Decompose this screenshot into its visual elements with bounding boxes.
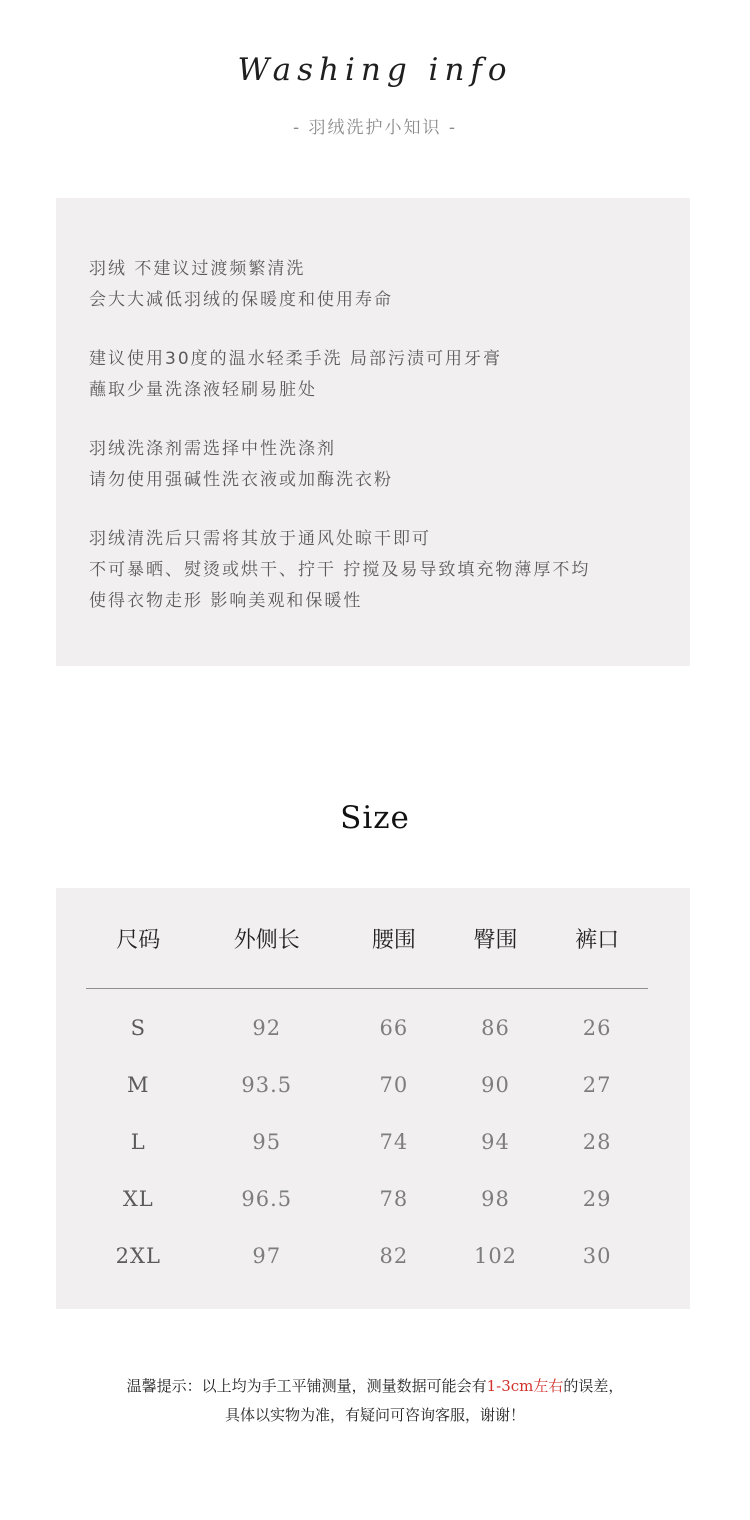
care-instructions-panel bbox=[56, 198, 690, 666]
cell-hip: 86 bbox=[481, 1015, 510, 1040]
cell-waist: 82 bbox=[379, 1243, 409, 1268]
care-line: 蘸取少量洗涤液轻刷易脏处 bbox=[89, 380, 317, 400]
cell-leg-opening: 28 bbox=[582, 1129, 612, 1154]
table-row bbox=[86, 1056, 648, 1113]
table-row bbox=[86, 1113, 648, 1170]
size-chart-panel bbox=[56, 888, 690, 1309]
cell-waist: 70 bbox=[379, 1072, 409, 1097]
care-paragraph bbox=[89, 254, 590, 316]
table-row bbox=[86, 989, 648, 1057]
care-line: 羽绒清洗后只需将其放于通风处晾干即可 bbox=[89, 529, 431, 549]
cell-waist: 74 bbox=[379, 1129, 409, 1154]
measurement-note bbox=[0, 1372, 750, 1430]
washing-info-subtitle: - 羽绒洗护小知识 - bbox=[292, 118, 458, 138]
washing-info-title: Washing info bbox=[237, 52, 513, 88]
cell-size: M bbox=[127, 1072, 150, 1097]
cell-hip: 98 bbox=[481, 1186, 510, 1211]
cell-leg-opening: 29 bbox=[582, 1186, 612, 1211]
header-leg-opening: 裤口 bbox=[546, 888, 648, 989]
size-table bbox=[86, 888, 648, 1284]
cell-hip: 90 bbox=[481, 1072, 510, 1097]
note-text: 的误差， bbox=[563, 1377, 624, 1395]
care-instructions-list bbox=[89, 254, 590, 645]
cell-leg-opening: 27 bbox=[582, 1072, 612, 1097]
care-line: 使得衣物走形 影响美观和保暖性 bbox=[89, 591, 363, 611]
cell-outer-length: 96.5 bbox=[241, 1186, 293, 1211]
cell-size: L bbox=[130, 1129, 146, 1154]
header-waist: 腰围 bbox=[343, 888, 445, 989]
cell-hip: 102 bbox=[473, 1243, 518, 1268]
note-text: 温馨提示：以上均为手工平铺测量，测量数据可能会有 bbox=[126, 1377, 487, 1395]
table-row bbox=[86, 1227, 648, 1284]
care-line: 羽绒 不建议过渡频繁清洗 bbox=[89, 259, 306, 279]
care-paragraph bbox=[89, 344, 590, 406]
care-paragraph bbox=[89, 434, 590, 496]
table-row bbox=[86, 1170, 648, 1227]
cell-size: XL bbox=[122, 1186, 154, 1211]
size-table-header-row bbox=[86, 888, 648, 989]
cell-waist: 66 bbox=[379, 1015, 409, 1040]
care-paragraph bbox=[89, 524, 590, 617]
header-outer-length: 外侧长 bbox=[191, 888, 343, 989]
measurement-note-line bbox=[0, 1372, 750, 1401]
cell-hip: 94 bbox=[481, 1129, 510, 1154]
size-title: Size bbox=[340, 800, 410, 836]
header-size: 尺码 bbox=[86, 888, 191, 989]
care-line: 不可暴晒、熨烫或烘干、拧干 拧搅及易导致填充物薄厚不均 bbox=[89, 560, 591, 580]
cell-outer-length: 97 bbox=[252, 1243, 282, 1268]
cell-size: 2XL bbox=[115, 1243, 161, 1268]
measurement-note-line: 具体以实物为准，有疑问可咨询客服，谢谢！ bbox=[224, 1406, 525, 1424]
note-highlight: 1-3cm左右 bbox=[486, 1377, 564, 1395]
care-line: 请勿使用强碱性洗衣液或加酶洗衣粉 bbox=[89, 470, 393, 490]
cell-leg-opening: 26 bbox=[582, 1015, 612, 1040]
care-line: 会大大减低羽绒的保暖度和使用寿命 bbox=[89, 290, 393, 310]
cell-waist: 78 bbox=[379, 1186, 409, 1211]
cell-outer-length: 93.5 bbox=[241, 1072, 293, 1097]
cell-size: S bbox=[130, 1015, 146, 1040]
care-line: 羽绒洗涤剂需选择中性洗涤剂 bbox=[89, 439, 336, 459]
cell-outer-length: 92 bbox=[252, 1015, 282, 1040]
cell-outer-length: 95 bbox=[252, 1129, 282, 1154]
cell-leg-opening: 30 bbox=[582, 1243, 612, 1268]
header-hip: 臀围 bbox=[445, 888, 547, 989]
care-line: 建议使用30度的温水轻柔手洗 局部污渍可用牙膏 bbox=[89, 349, 503, 369]
